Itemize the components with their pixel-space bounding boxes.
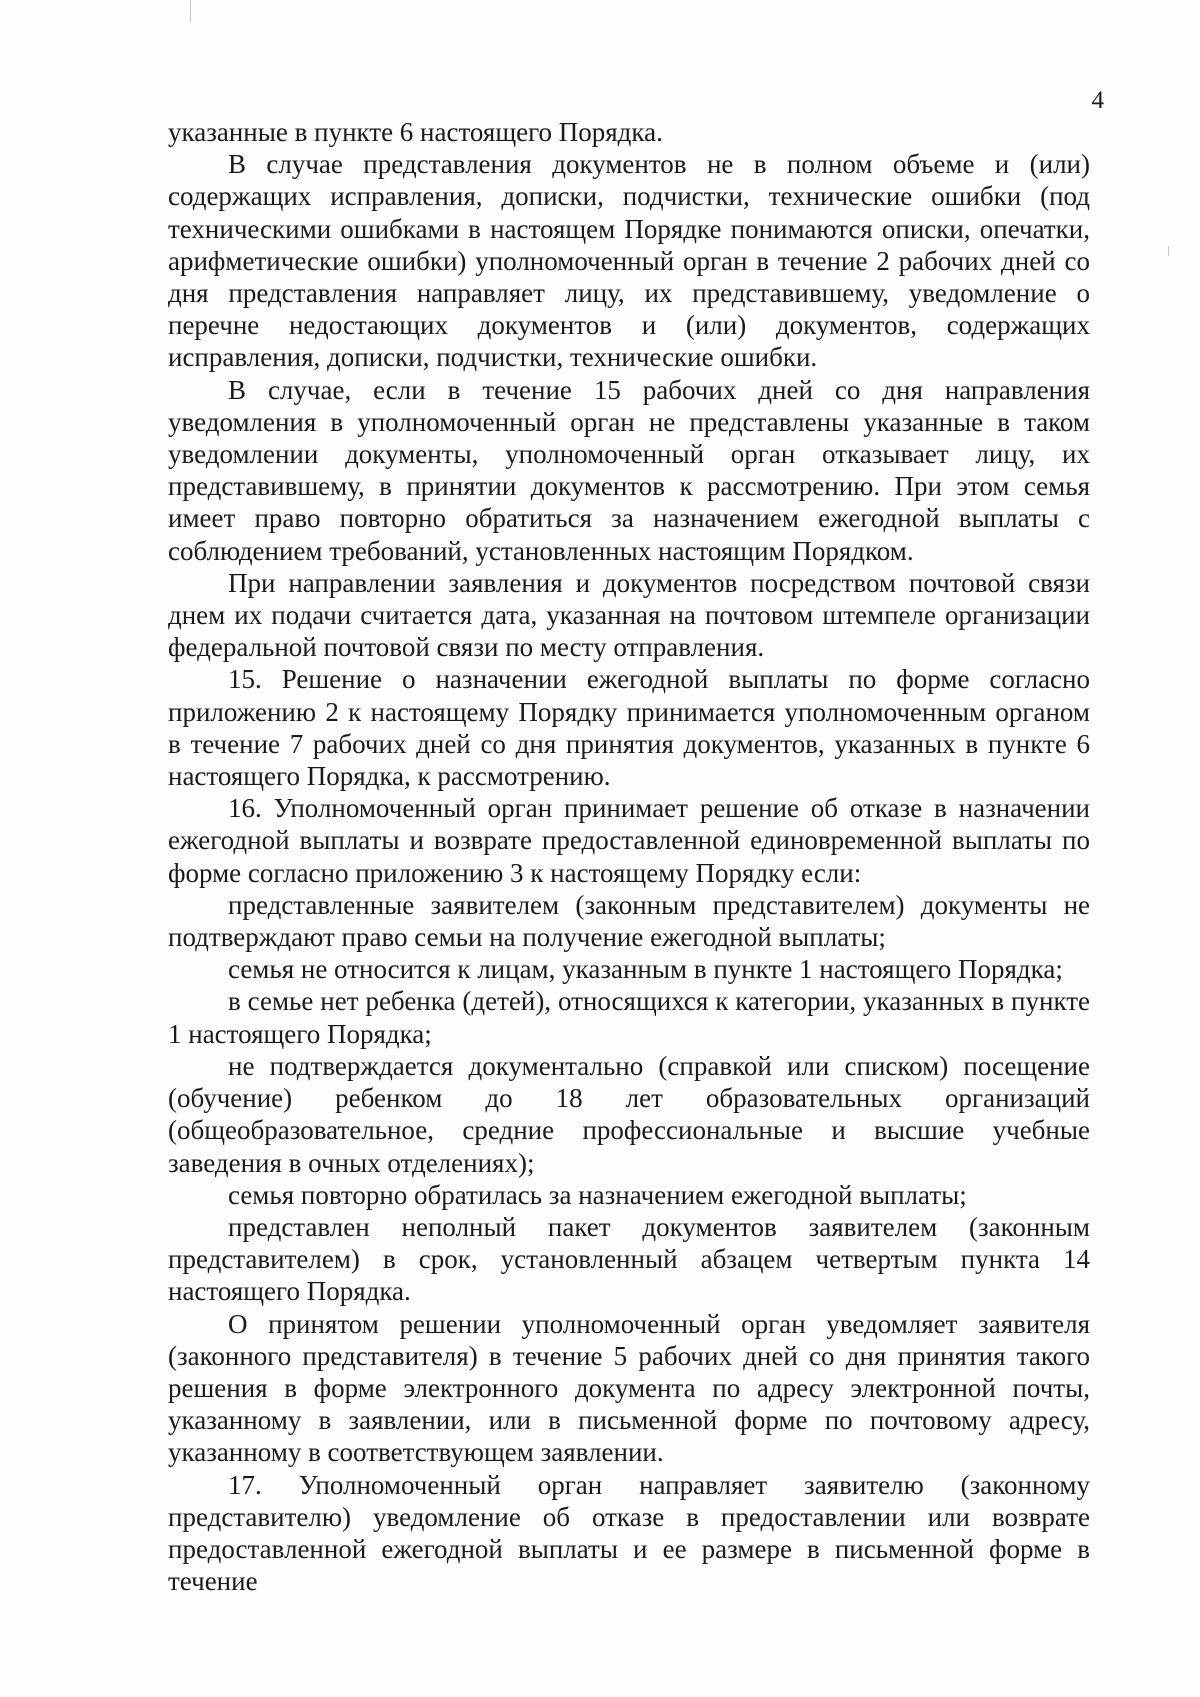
paragraph: представленные заявителем (законным представителем) документы не подтверждают право семьи на получение ежегодной выплаты; — [168, 889, 1090, 953]
scan-edge-mark — [190, 0, 191, 22]
page-number: 4 — [1091, 87, 1104, 114]
paragraph: О принятом решении уполномоченный орган уведомляет заявителя (законного представителя) в течение 5 рабочих дней со дня принятия такого решения в форме электронного документа по адресу электронной почты, указанному в заявлении, или в письменной форме по почтовому адресу, указанному в соответствующем заявлении. — [168, 1308, 1090, 1468]
paragraph: семья повторно обратилась за назначением ежегодной выплаты; — [228, 1179, 967, 1210]
paragraph: в семье нет ребенка (детей), относящихся к категории, указанных в пункте 1 настоящего Порядка; — [168, 986, 1090, 1049]
paragraph: семья не относится к лицам, указанным в пункте 1 настоящего Порядка; — [228, 954, 1063, 985]
paragraph: не подтверждается документально (справкой или списком) посещение (обучение) ребенком до 18 лет образовательных организаций (общеобразовательное, средние профессиональные и высшие учебные заведения в очных отделениях); — [168, 1050, 1090, 1178]
paragraph: При направлении заявления и документов посредством почтовой связи днем их подачи считается дата, указанная на почтовом штемпеле организации федеральной почтовой связи по месту отправления. — [168, 567, 1090, 663]
paragraph: 17. Уполномоченный орган направляет заявителю (законному представителю) уведомление об отказе в предоставлении или возврате предоставленной ежегодной выплаты и ее размере в письменной форме в течение — [168, 1469, 1090, 1597]
paragraph: 16. Уполномоченный орган принимает решение об отказе в назначении ежегодной выплаты и возврате предоставленной единовременной выплаты по форме согласно приложению 3 к настоящему Порядку если: — [168, 793, 1090, 888]
paragraph: 15. Решение о назначении ежегодной выплаты по форме согласно приложению 2 к настоящему Порядку принимается уполномоченным органом в течение 7 рабочих дней со дня принятия документов, указанных в пункте 6 настоящего Порядка, к рассмотрению. — [168, 664, 1090, 792]
paragraph: представлен неполный пакет документов заявителем (законным представителем) в срок, установленный абзацем четвертым пункта 14 настоящего Порядка. — [168, 1211, 1090, 1307]
paragraph: В случае представления документов не в полном объеме и (или) содержащих исправления, дописки, подчистки, технические ошибки (под техническими ошибками в настоящем Порядке понимаются описки, опечатки, арифметические ошибки) уполномоченный орган в течение 2 рабочих дней со дня представления направляет лицу, их представившему, уведомление о перечне недостающих документов и (или) документов, содержащих исправления, дописки, подчистки, технические ошибки. — [168, 149, 1090, 373]
paragraph: указанные в пункте 6 настоящего Порядка. — [168, 117, 663, 147]
paragraph: В случае, если в течение 15 рабочих дней со дня направления уведомления в уполномоченный орган не представлены указанные в таком уведомлении документы, уполномоченный орган отказывает лицу, их представившему, в принятии документов к рассмотрению. При этом семья имеет право повторно обратиться за назначением ежегодной выплаты с соблюдением требований, установленных настоящим Порядком. — [168, 374, 1090, 566]
document-body — [168, 116, 1090, 1597]
scan-edge-mark-right — [1168, 246, 1169, 256]
